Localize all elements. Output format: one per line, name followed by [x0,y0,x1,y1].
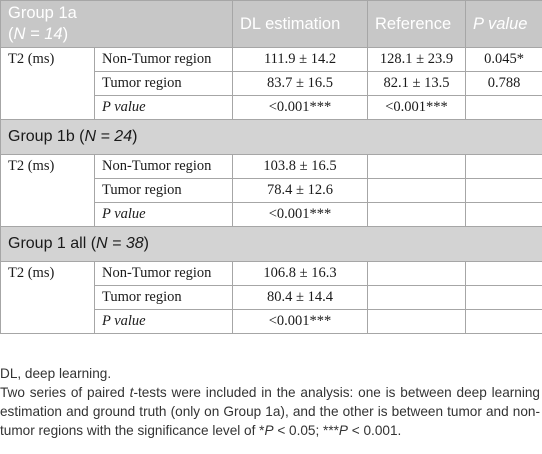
p-value [466,179,542,203]
reference-pvalue: <0.001*** [368,96,466,120]
dl-value: 78.4 ± 12.6 [233,179,368,203]
group1b-title: Group 1b [8,128,75,145]
region-label: Tumor region [95,72,233,96]
footnote-text: < 0.05; *** [273,423,339,438]
group1b-measure-label: T2 (ms) [1,155,95,227]
p-value [466,203,542,227]
abbreviation-note: DL, deep learning. [0,366,112,381]
reference-value [368,155,466,179]
p-value-row-label: P value [95,96,233,120]
footnote-t-italic: t [129,385,134,400]
p-value [466,310,542,334]
group1a-header-cell: Group 1a (N = 14) [1,1,233,48]
table-footnote [0,364,540,440]
dl-value: 80.4 ± 14.4 [233,286,368,310]
group1b-n: N = 24 [84,128,133,145]
reference-header: Reference [368,1,466,48]
dl-value: 106.8 ± 16.3 [233,262,368,286]
region-label: Non-Tumor region [95,262,233,286]
reference-value [368,179,466,203]
p-value-header: P value [466,1,542,48]
group1a-n: N = 14 [13,25,63,43]
region-label: Tumor region [95,286,233,310]
p-value [466,155,542,179]
p-value-row-label: P value [95,203,233,227]
dl-pvalue: <0.001*** [233,203,368,227]
region-label: Non-Tumor region [95,48,233,72]
group1a-title: Group 1a [8,4,77,22]
dl-estimation-header: DL estimation [233,1,368,48]
footnote-text: -tests were included in the analysis: one is between deep learning estimation and ground truth (only on Group 1a), and the other is between tumor and non-tumor regions with the significance level of * [0,385,540,438]
table-header-row [1,1,542,48]
dl-value: 103.8 ± 16.5 [233,155,368,179]
p-value [466,286,542,310]
table-row [1,262,542,286]
reference-value [368,262,466,286]
group1b-header-row [1,120,542,155]
reference-pvalue [368,310,466,334]
statistics-note [0,383,540,440]
region-label: Non-Tumor region [95,155,233,179]
group1all-measure-label: T2 (ms) [1,262,95,334]
footnote-p-italic: P [338,423,348,438]
reference-value: 82.1 ± 13.5 [368,72,466,96]
p-value: 0.788 [466,72,542,96]
dl-pvalue: <0.001*** [233,310,368,334]
p-value [466,96,542,120]
group1b-title-cell: Group 1b (N = 24) [1,120,542,155]
group1a-measure-label: T2 (ms) [1,48,95,120]
footnote-p-italic: P [264,423,274,438]
group1all-title-cell: Group 1 all (N = 38) [1,227,542,262]
footnote-text: < 0.001. [348,423,402,438]
p-value [466,262,542,286]
reference-pvalue [368,203,466,227]
p-value-row-label: P value [95,310,233,334]
dl-value: 83.7 ± 16.5 [233,72,368,96]
group1all-title: Group 1 all [8,235,87,252]
dl-value: 111.9 ± 14.2 [233,48,368,72]
group1all-n: N = 38 [96,235,144,252]
dl-pvalue: <0.001*** [233,96,368,120]
table-row [1,155,542,179]
group1all-header-row [1,227,542,262]
reference-value [368,286,466,310]
reference-value: 128.1 ± 23.9 [368,48,466,72]
footnote-text: Two series of paired [0,385,130,400]
region-label: Tumor region [95,179,233,203]
p-value: 0.045* [466,48,542,72]
table-row [1,48,542,72]
